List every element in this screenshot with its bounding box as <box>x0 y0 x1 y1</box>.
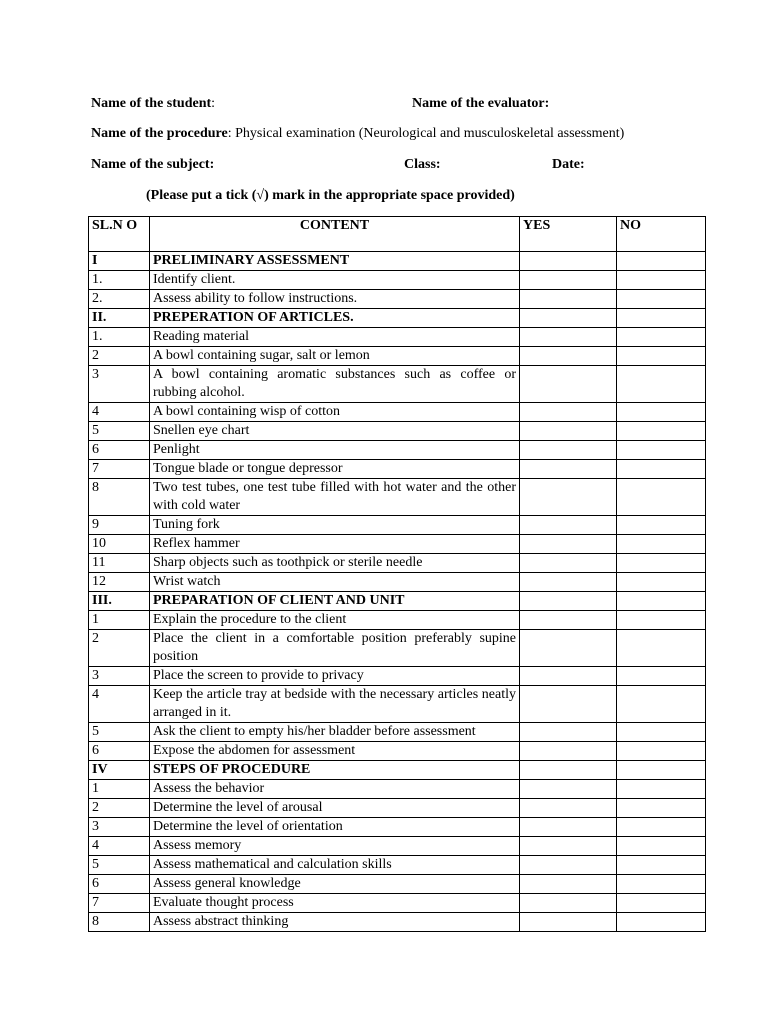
content-cell: Assess mathematical and calculation skills <box>150 856 520 875</box>
yes-checkbox-cell[interactable] <box>520 818 617 837</box>
header-yes: YES <box>520 217 617 252</box>
yes-checkbox-cell[interactable] <box>520 837 617 856</box>
sl-no-cell: 3 <box>89 366 150 403</box>
evaluator-name-label: Name of the evaluator: <box>412 96 550 111</box>
procedure-label: Name of the procedure <box>91 126 228 141</box>
table-row <box>89 894 706 913</box>
section-title-cell: PREPERATION OF ARTICLES. <box>150 309 520 328</box>
table-row <box>89 818 706 837</box>
no-checkbox-cell <box>617 309 706 328</box>
content-cell: Penlight <box>150 441 520 460</box>
content-cell: Explain the procedure to the client <box>150 611 520 630</box>
content-cell: Expose the abdomen for assessment <box>150 742 520 761</box>
header-no: NO <box>617 217 706 252</box>
no-checkbox-cell[interactable] <box>617 723 706 742</box>
yes-checkbox-cell[interactable] <box>520 573 617 592</box>
table-row <box>89 723 706 742</box>
table-row <box>89 422 706 441</box>
table-row <box>89 271 706 290</box>
no-checkbox-cell <box>617 252 706 271</box>
sl-no-cell: 2 <box>89 630 150 667</box>
yes-checkbox-cell[interactable] <box>520 686 617 723</box>
no-checkbox-cell[interactable] <box>617 573 706 592</box>
yes-checkbox-cell <box>520 309 617 328</box>
sl-no-cell: IV <box>89 761 150 780</box>
table-row <box>89 742 706 761</box>
sl-no-cell: I <box>89 252 150 271</box>
yes-checkbox-cell[interactable] <box>520 630 617 667</box>
section-row <box>89 761 706 780</box>
table-row <box>89 290 706 309</box>
content-cell: A bowl containing wisp of cotton <box>150 403 520 422</box>
no-checkbox-cell[interactable] <box>617 799 706 818</box>
yes-checkbox-cell[interactable] <box>520 913 617 932</box>
table-row <box>89 366 706 403</box>
content-cell: Assess general knowledge <box>150 875 520 894</box>
no-checkbox-cell <box>617 592 706 611</box>
yes-checkbox-cell[interactable] <box>520 347 617 366</box>
sl-no-cell: 2 <box>89 799 150 818</box>
section-title-cell: PRELIMINARY ASSESSMENT <box>150 252 520 271</box>
yes-checkbox-cell[interactable] <box>520 479 617 516</box>
section-title-cell: STEPS OF PROCEDURE <box>150 761 520 780</box>
table-row <box>89 611 706 630</box>
yes-checkbox-cell[interactable] <box>520 894 617 913</box>
procedure-value: : Physical examination (Neurological and musculoskeletal assessment) <box>227 126 625 141</box>
sl-no-cell: 5 <box>89 856 150 875</box>
table-row <box>89 460 706 479</box>
no-checkbox-cell[interactable] <box>617 818 706 837</box>
instruction-text: (Please put a tick (√) mark in the appropriate space provided) <box>146 188 515 203</box>
yes-checkbox-cell <box>520 252 617 271</box>
no-checkbox-cell[interactable] <box>617 875 706 894</box>
table-row <box>89 875 706 894</box>
content-cell: Assess ability to follow instructions. <box>150 290 520 309</box>
yes-checkbox-cell[interactable] <box>520 441 617 460</box>
sl-no-cell: 4 <box>89 837 150 856</box>
content-cell: Reading material <box>150 328 520 347</box>
content-cell: Tongue blade or tongue depressor <box>150 460 520 479</box>
sl-no-cell: 1 <box>89 780 150 799</box>
sl-no-cell: 9 <box>89 516 150 535</box>
class-label: Class: <box>404 157 441 172</box>
sl-no-cell: 11 <box>89 554 150 573</box>
table-header-row <box>89 217 706 252</box>
sl-no-cell: 5 <box>89 723 150 742</box>
table-row <box>89 856 706 875</box>
yes-checkbox-cell[interactable] <box>520 875 617 894</box>
sl-no-cell: 8 <box>89 479 150 516</box>
yes-checkbox-cell <box>520 592 617 611</box>
yes-checkbox-cell[interactable] <box>520 554 617 573</box>
no-checkbox-cell[interactable] <box>617 422 706 441</box>
content-cell: Reflex hammer <box>150 535 520 554</box>
yes-checkbox-cell[interactable] <box>520 366 617 403</box>
section-row <box>89 252 706 271</box>
table-row <box>89 780 706 799</box>
content-cell: Assess abstract thinking <box>150 913 520 932</box>
sl-no-cell: 6 <box>89 875 150 894</box>
no-checkbox-cell[interactable] <box>617 460 706 479</box>
content-cell: Snellen eye chart <box>150 422 520 441</box>
table-row <box>89 799 706 818</box>
sl-no-cell: 8 <box>89 913 150 932</box>
no-checkbox-cell[interactable] <box>617 403 706 422</box>
header-content: CONTENT <box>150 217 520 252</box>
yes-checkbox-cell[interactable] <box>520 799 617 818</box>
yes-checkbox-cell[interactable] <box>520 856 617 875</box>
content-cell: A bowl containing aromatic substances such as coffee or rubbing alcohol. <box>150 366 520 403</box>
content-cell: Place the client in a comfortable position preferably supine position <box>150 630 520 667</box>
checklist-table <box>88 216 706 932</box>
content-cell: Tuning fork <box>150 516 520 535</box>
no-checkbox-cell[interactable] <box>617 328 706 347</box>
no-checkbox-cell[interactable] <box>617 366 706 403</box>
table-row <box>89 516 706 535</box>
sl-no-cell: 12 <box>89 573 150 592</box>
yes-checkbox-cell[interactable] <box>520 723 617 742</box>
no-checkbox-cell[interactable] <box>617 667 706 686</box>
content-cell: Determine the level of arousal <box>150 799 520 818</box>
content-cell: A bowl containing sugar, salt or lemon <box>150 347 520 366</box>
sl-no-cell: 10 <box>89 535 150 554</box>
table-row <box>89 667 706 686</box>
sl-no-cell: 1 <box>89 611 150 630</box>
sl-no-cell: 4 <box>89 686 150 723</box>
header-sl-no: SL.N O <box>89 217 150 252</box>
yes-checkbox-cell[interactable] <box>520 780 617 799</box>
no-checkbox-cell[interactable] <box>617 630 706 667</box>
no-checkbox-cell[interactable] <box>617 479 706 516</box>
no-checkbox-cell[interactable] <box>617 516 706 535</box>
sl-no-cell: 7 <box>89 894 150 913</box>
sl-no-cell: 6 <box>89 742 150 761</box>
sl-no-cell: II. <box>89 309 150 328</box>
yes-checkbox-cell[interactable] <box>520 328 617 347</box>
no-checkbox-cell[interactable] <box>617 780 706 799</box>
sl-no-cell: 2 <box>89 347 150 366</box>
yes-checkbox-cell <box>520 761 617 780</box>
sl-no-cell: 6 <box>89 441 150 460</box>
sl-no-cell: 4 <box>89 403 150 422</box>
yes-checkbox-cell[interactable] <box>520 403 617 422</box>
no-checkbox-cell[interactable] <box>617 913 706 932</box>
content-cell: Two test tubes, one test tube filled with hot water and the other with cold water <box>150 479 520 516</box>
sl-no-cell: 1. <box>89 271 150 290</box>
yes-checkbox-cell[interactable] <box>520 422 617 441</box>
no-checkbox-cell[interactable] <box>617 347 706 366</box>
content-cell: Place the screen to provide to privacy <box>150 667 520 686</box>
yes-checkbox-cell[interactable] <box>520 611 617 630</box>
table-row <box>89 686 706 723</box>
table-row <box>89 913 706 932</box>
yes-checkbox-cell[interactable] <box>520 516 617 535</box>
content-cell: Wrist watch <box>150 573 520 592</box>
table-row <box>89 554 706 573</box>
table-row <box>89 837 706 856</box>
table-row <box>89 441 706 460</box>
no-checkbox-cell[interactable] <box>617 856 706 875</box>
content-cell: Identify client. <box>150 271 520 290</box>
no-checkbox-cell[interactable] <box>617 441 706 460</box>
content-cell: Evaluate thought process <box>150 894 520 913</box>
table-row <box>89 573 706 592</box>
yes-checkbox-cell[interactable] <box>520 535 617 554</box>
student-name-colon: : <box>211 96 216 111</box>
sl-no-cell: III. <box>89 592 150 611</box>
subject-label: Name of the subject: <box>91 157 215 172</box>
no-checkbox-cell[interactable] <box>617 535 706 554</box>
no-checkbox-cell[interactable] <box>617 271 706 290</box>
no-checkbox-cell[interactable] <box>617 837 706 856</box>
table-row <box>89 630 706 667</box>
sl-no-cell: 3 <box>89 667 150 686</box>
table-row <box>89 347 706 366</box>
sl-no-cell: 3 <box>89 818 150 837</box>
content-cell: Assess memory <box>150 837 520 856</box>
student-name-label: Name of the student <box>91 96 212 111</box>
no-checkbox-cell[interactable] <box>617 686 706 723</box>
yes-checkbox-cell[interactable] <box>520 742 617 761</box>
checklist-body <box>89 252 706 932</box>
sl-no-cell: 5 <box>89 422 150 441</box>
no-checkbox-cell[interactable] <box>617 290 706 309</box>
content-cell: Sharp objects such as toothpick or sterile needle <box>150 554 520 573</box>
content-cell: Ask the client to empty his/her bladder before assessment <box>150 723 520 742</box>
no-checkbox-cell[interactable] <box>617 554 706 573</box>
table-row <box>89 328 706 347</box>
procedure-line <box>91 126 624 142</box>
no-checkbox-cell[interactable] <box>617 894 706 913</box>
yes-checkbox-cell[interactable] <box>520 460 617 479</box>
yes-checkbox-cell[interactable] <box>520 290 617 309</box>
table-row <box>89 535 706 554</box>
sl-no-cell: 1. <box>89 328 150 347</box>
no-checkbox-cell <box>617 761 706 780</box>
no-checkbox-cell[interactable] <box>617 611 706 630</box>
sl-no-cell: 2. <box>89 290 150 309</box>
table-row <box>89 479 706 516</box>
table-row <box>89 403 706 422</box>
section-row <box>89 592 706 611</box>
content-cell: Determine the level of orientation <box>150 818 520 837</box>
yes-checkbox-cell[interactable] <box>520 271 617 290</box>
section-row <box>89 309 706 328</box>
content-cell: Keep the article tray at bedside with the necessary articles neatly arranged in it. <box>150 686 520 723</box>
student-name-line <box>91 96 215 112</box>
section-title-cell: PREPARATION OF CLIENT AND UNIT <box>150 592 520 611</box>
sl-no-cell: 7 <box>89 460 150 479</box>
no-checkbox-cell[interactable] <box>617 742 706 761</box>
date-label: Date: <box>552 157 585 172</box>
content-cell: Assess the behavior <box>150 780 520 799</box>
yes-checkbox-cell[interactable] <box>520 667 617 686</box>
